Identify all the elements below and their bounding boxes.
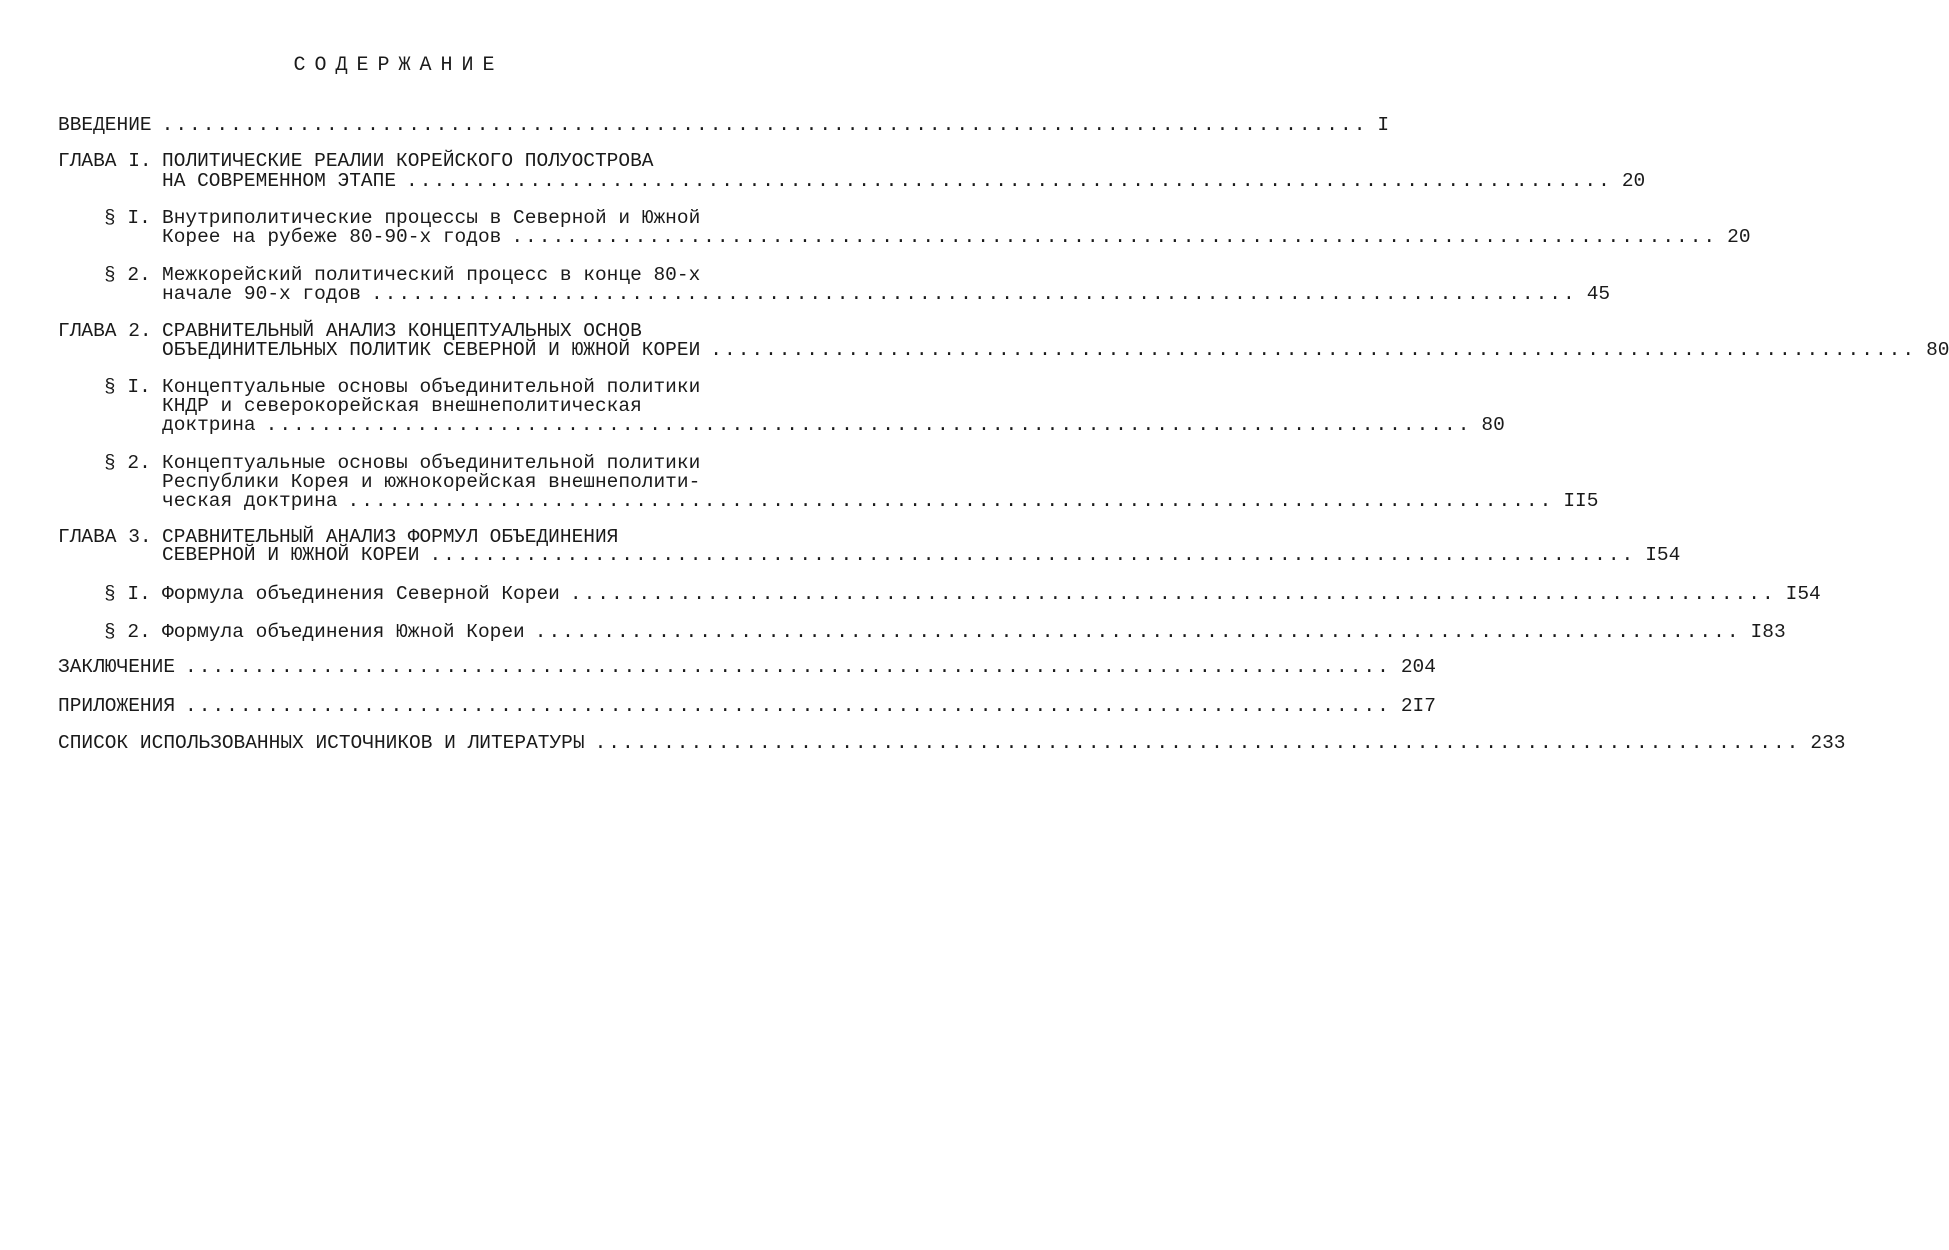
toc-entry-line: СРАВНИТЕЛЬНЫЙ АНАЛИЗ КОНЦЕПТУАЛЬНЫХ ОСНОВ bbox=[162, 320, 642, 342]
toc-entry-ch3[interactable] bbox=[162, 544, 1681, 566]
toc-entry-sources[interactable] bbox=[58, 732, 1846, 754]
toc-page-number: 20 bbox=[1621, 170, 1646, 192]
toc-entry-label: ЗАКЛЮЧЕНИЕ bbox=[58, 656, 176, 678]
chapter-number: ГЛАВА 3. bbox=[58, 526, 152, 548]
toc-entry-ch1[interactable] bbox=[162, 170, 1646, 192]
toc-entry-ch1-s1[interactable] bbox=[162, 226, 1751, 248]
toc-entry-label: Формула объединения Южной Кореи bbox=[162, 621, 525, 643]
toc-entry-ch2[interactable] bbox=[162, 339, 1949, 361]
toc-page-number: I83 bbox=[1750, 621, 1786, 643]
toc-page-number: 2I7 bbox=[1400, 695, 1436, 717]
dot-leader: ........................................................................................ bbox=[161, 114, 1368, 136]
dot-leader: ........................................................................................ bbox=[185, 656, 1391, 678]
toc-entry-label: Формула объединения Северной Кореи bbox=[162, 583, 560, 605]
toc-entry-line: СРАВНИТЕЛЬНЫЙ АНАЛИЗ ФОРМУЛ ОБЪЕДИНЕНИЯ bbox=[162, 526, 619, 548]
toc-page-number: II5 bbox=[1563, 490, 1599, 512]
toc-entry-ch2-s2[interactable] bbox=[162, 490, 1599, 512]
toc-page-number: 20 bbox=[1727, 226, 1751, 248]
page-title: СОДЕРЖАНИЕ bbox=[293, 54, 504, 77]
toc-entry-line: Концептуальные основы объединительной политики bbox=[162, 452, 701, 474]
toc-entry-label: ОБЪЕДИНИТЕЛЬНЫХ ПОЛИТИК СЕВЕРНОЙ И ЮЖНОЙ КОРЕИ bbox=[162, 339, 701, 361]
dot-leader: ........................................................................................ bbox=[594, 732, 1801, 754]
toc-entry-label: ческая доктрина bbox=[162, 490, 338, 512]
dot-leader: ........................................................................................ bbox=[185, 695, 1391, 717]
toc-page-number: I bbox=[1377, 114, 1390, 136]
dot-leader: ........................................................................................ bbox=[265, 414, 1472, 436]
toc-entry-ch3-s2[interactable] bbox=[162, 621, 1786, 643]
toc-entry-line: Внутриполитические процессы в Северной и Южной bbox=[162, 207, 701, 229]
toc-entry-label: СЕВЕРНОЙ И ЮЖНОЙ КОРЕИ bbox=[162, 544, 420, 566]
toc-page-number: I54 bbox=[1645, 544, 1681, 566]
toc-page-number: 233 bbox=[1810, 732, 1846, 754]
toc-entry-label: доктрина bbox=[162, 414, 256, 436]
dot-leader: ........................................................................................ bbox=[429, 544, 1636, 566]
dot-leader: ........................................................................................ bbox=[511, 226, 1718, 248]
toc-entry-label: начале 90-х годов bbox=[162, 283, 361, 305]
section-number: § I. bbox=[104, 583, 151, 605]
toc-entry-line: Концептуальные основы объединительной политики bbox=[162, 376, 701, 398]
toc-entry-ch1-s2[interactable] bbox=[162, 283, 1611, 305]
section-number: § I. bbox=[104, 207, 151, 229]
chapter-number: ГЛАВА 2. bbox=[58, 320, 152, 342]
chapter-number: ГЛАВА I. bbox=[58, 150, 152, 172]
toc-entry-label: НА СОВРЕМЕННОМ ЭТАПЕ bbox=[162, 170, 397, 192]
toc-entry-label: ВВЕДЕНИЕ bbox=[58, 114, 152, 136]
dot-leader: ........................................................................................ bbox=[347, 490, 1554, 512]
toc-page-number: 80 bbox=[1926, 339, 1949, 361]
toc-page-number: I54 bbox=[1785, 583, 1821, 605]
toc-page-number: 80 bbox=[1481, 414, 1505, 436]
toc-page-number: 204 bbox=[1400, 656, 1436, 678]
toc-entry-ch2-s1[interactable] bbox=[162, 414, 1505, 436]
toc-page-number: 45 bbox=[1586, 283, 1611, 305]
dot-leader: ........................................................................................ bbox=[710, 339, 1917, 361]
toc-entry-label: ПРИЛОЖЕНИЯ bbox=[58, 695, 176, 717]
toc-entry-intro[interactable] bbox=[58, 114, 1390, 136]
toc-entry-line: Республики Корея и южнокорейская внешнеполити- bbox=[162, 471, 701, 493]
toc-entry-line: Межкорейский политический процесс в конце 80-х bbox=[162, 264, 701, 286]
section-number: § 2. bbox=[104, 452, 151, 474]
dot-leader: ........................................................................................ bbox=[534, 621, 1741, 643]
section-number: § I. bbox=[104, 376, 151, 398]
dot-leader: ........................................................................................ bbox=[406, 170, 1612, 192]
toc-entry-line: ПОЛИТИЧЕСКИЕ РЕАЛИИ КОРЕЙСКОГО ПОЛУОСТРОВА bbox=[162, 150, 654, 172]
toc-entry-label: СПИСОК ИСПОЛЬЗОВАННЫХ ИСТОЧНИКОВ И ЛИТЕРАТУРЫ bbox=[58, 732, 585, 754]
toc-entry-ch3-s1[interactable] bbox=[162, 583, 1821, 605]
toc-entry-conclusion[interactable] bbox=[58, 656, 1436, 678]
section-number: § 2. bbox=[104, 621, 151, 643]
dot-leader: ........................................................................................ bbox=[569, 583, 1776, 605]
toc-entry-label: Корее на рубеже 80-90-х годов bbox=[162, 226, 502, 248]
toc-entry-line: КНДР и северокорейская внешнеполитическая bbox=[162, 395, 642, 417]
section-number: § 2. bbox=[104, 264, 151, 286]
dot-leader: ........................................................................................ bbox=[370, 283, 1577, 305]
toc-entry-appendix[interactable] bbox=[58, 695, 1436, 717]
